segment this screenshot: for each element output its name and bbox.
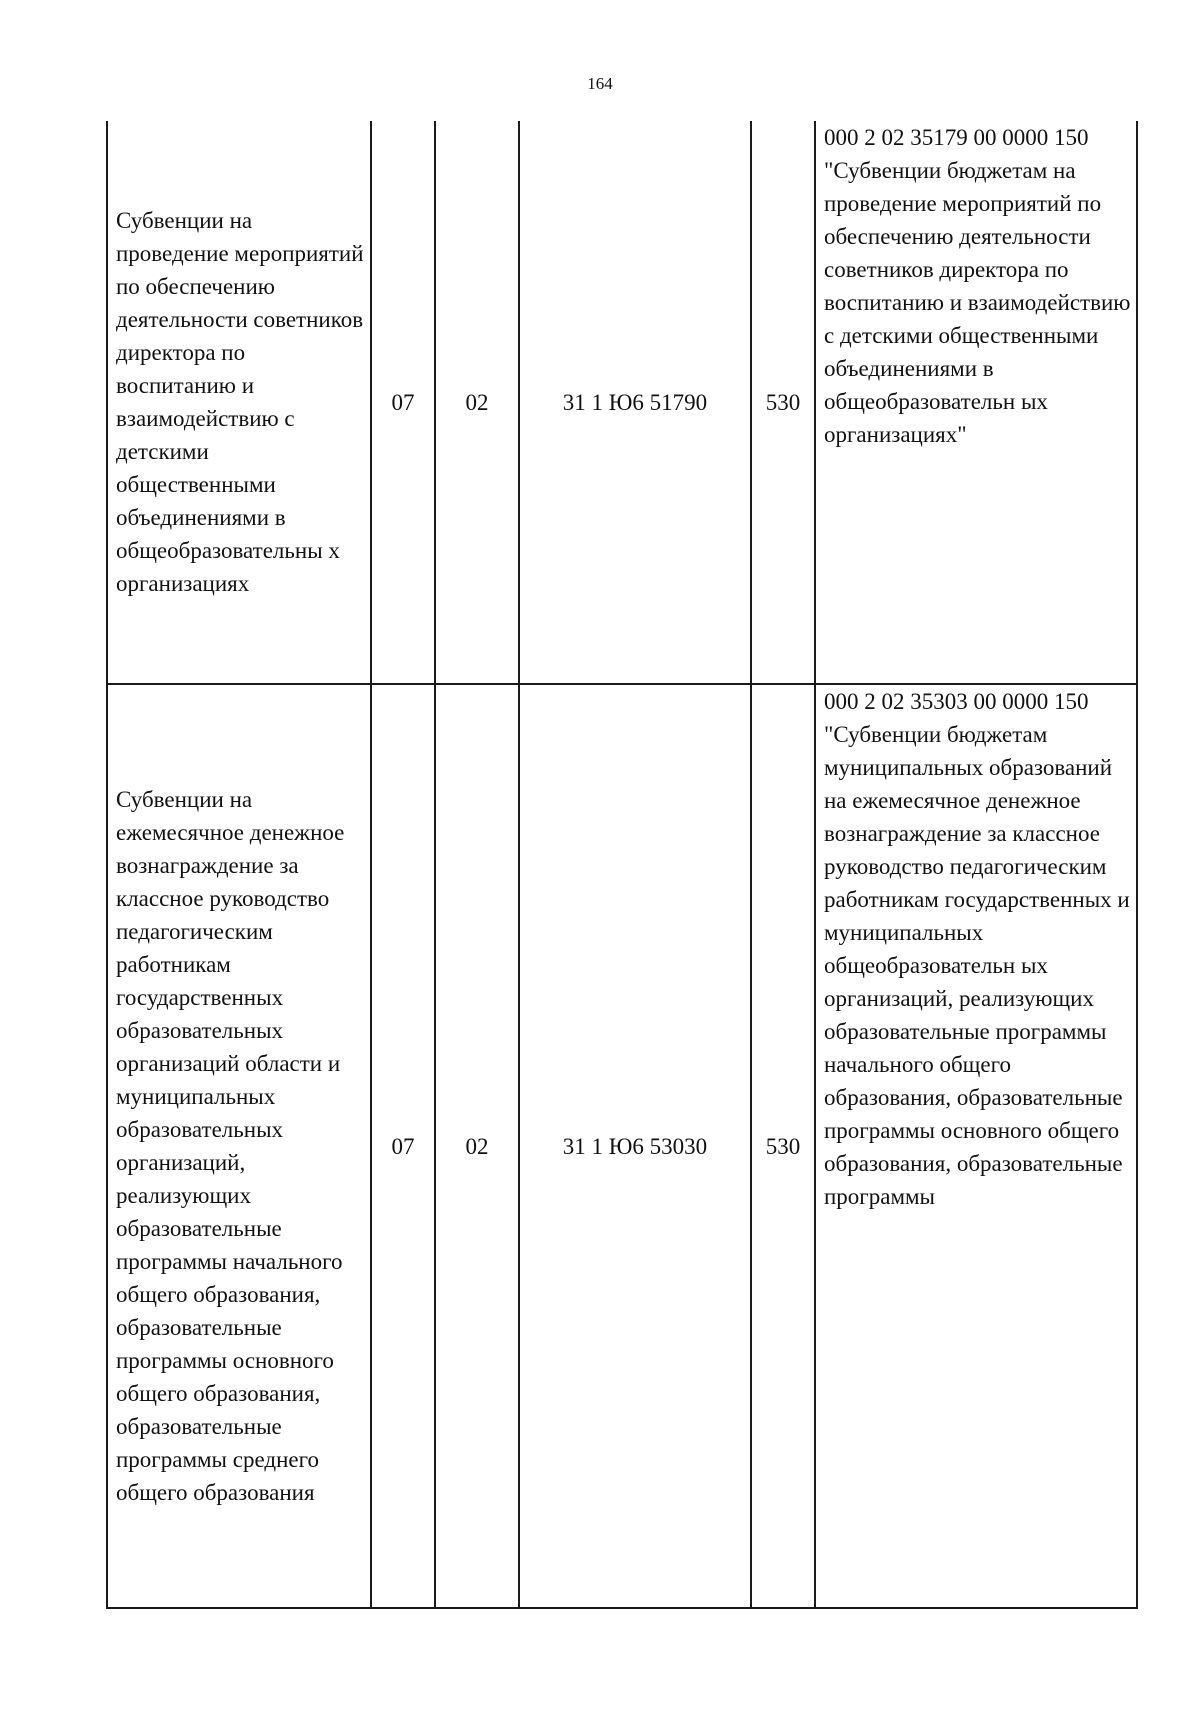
section-code: 07	[371, 121, 435, 684]
revenue-code-cell	[815, 684, 1137, 1608]
expense-type-code: 530	[751, 121, 815, 684]
page-number: 164	[587, 74, 613, 93]
subsection-code: 02	[435, 121, 519, 684]
table-row	[107, 121, 1137, 684]
revenue-code-text: 000 2 02 35303 00 0000 150 "Субвенции бюджетам муниципальных образований на ежемесячное денежное вознаграждение за классное руководство педагогическим работникам государственных и муниципальных общеобразовательн ых организаций, реализующих образовательные программы начального общего образования, образовательные программы основного общего образования, образовательные программы	[824, 689, 1130, 1209]
target-article-code: 31 1 Ю6 53030	[519, 684, 751, 1608]
table-row	[107, 684, 1137, 1608]
expense-type-code: 530	[751, 684, 815, 1608]
target-article-code: 31 1 Ю6 51790	[519, 121, 751, 684]
budget-table	[106, 121, 1138, 1609]
revenue-code-text: 000 2 02 35179 00 0000 150 "Субвенции бюджетам на проведение мероприятий по обеспечению деятельности советников директора по воспитанию и взаимодействию с детскими общественными объединениями в общеобразовательн ых организациях"	[824, 125, 1131, 447]
expense-description: Субвенции на ежемесячное денежное вознаграждение за классное руководство педагогическим работникам государственных образовательных организаций области и муниципальных образовательных организаций, реализующих образовательные программы начального общего образования, образовательные программы основного общего образования, образовательные программы среднего общего образования	[107, 684, 371, 1608]
subsection-code: 02	[435, 684, 519, 1608]
revenue-code-cell	[815, 121, 1137, 684]
expense-description: Субвенции на проведение мероприятий по обеспечению деятельности советников директора по воспитанию и взаимодействию с детскими общественными объединениями в общеобразовательны х организациях	[107, 121, 371, 684]
section-code: 07	[371, 684, 435, 1608]
